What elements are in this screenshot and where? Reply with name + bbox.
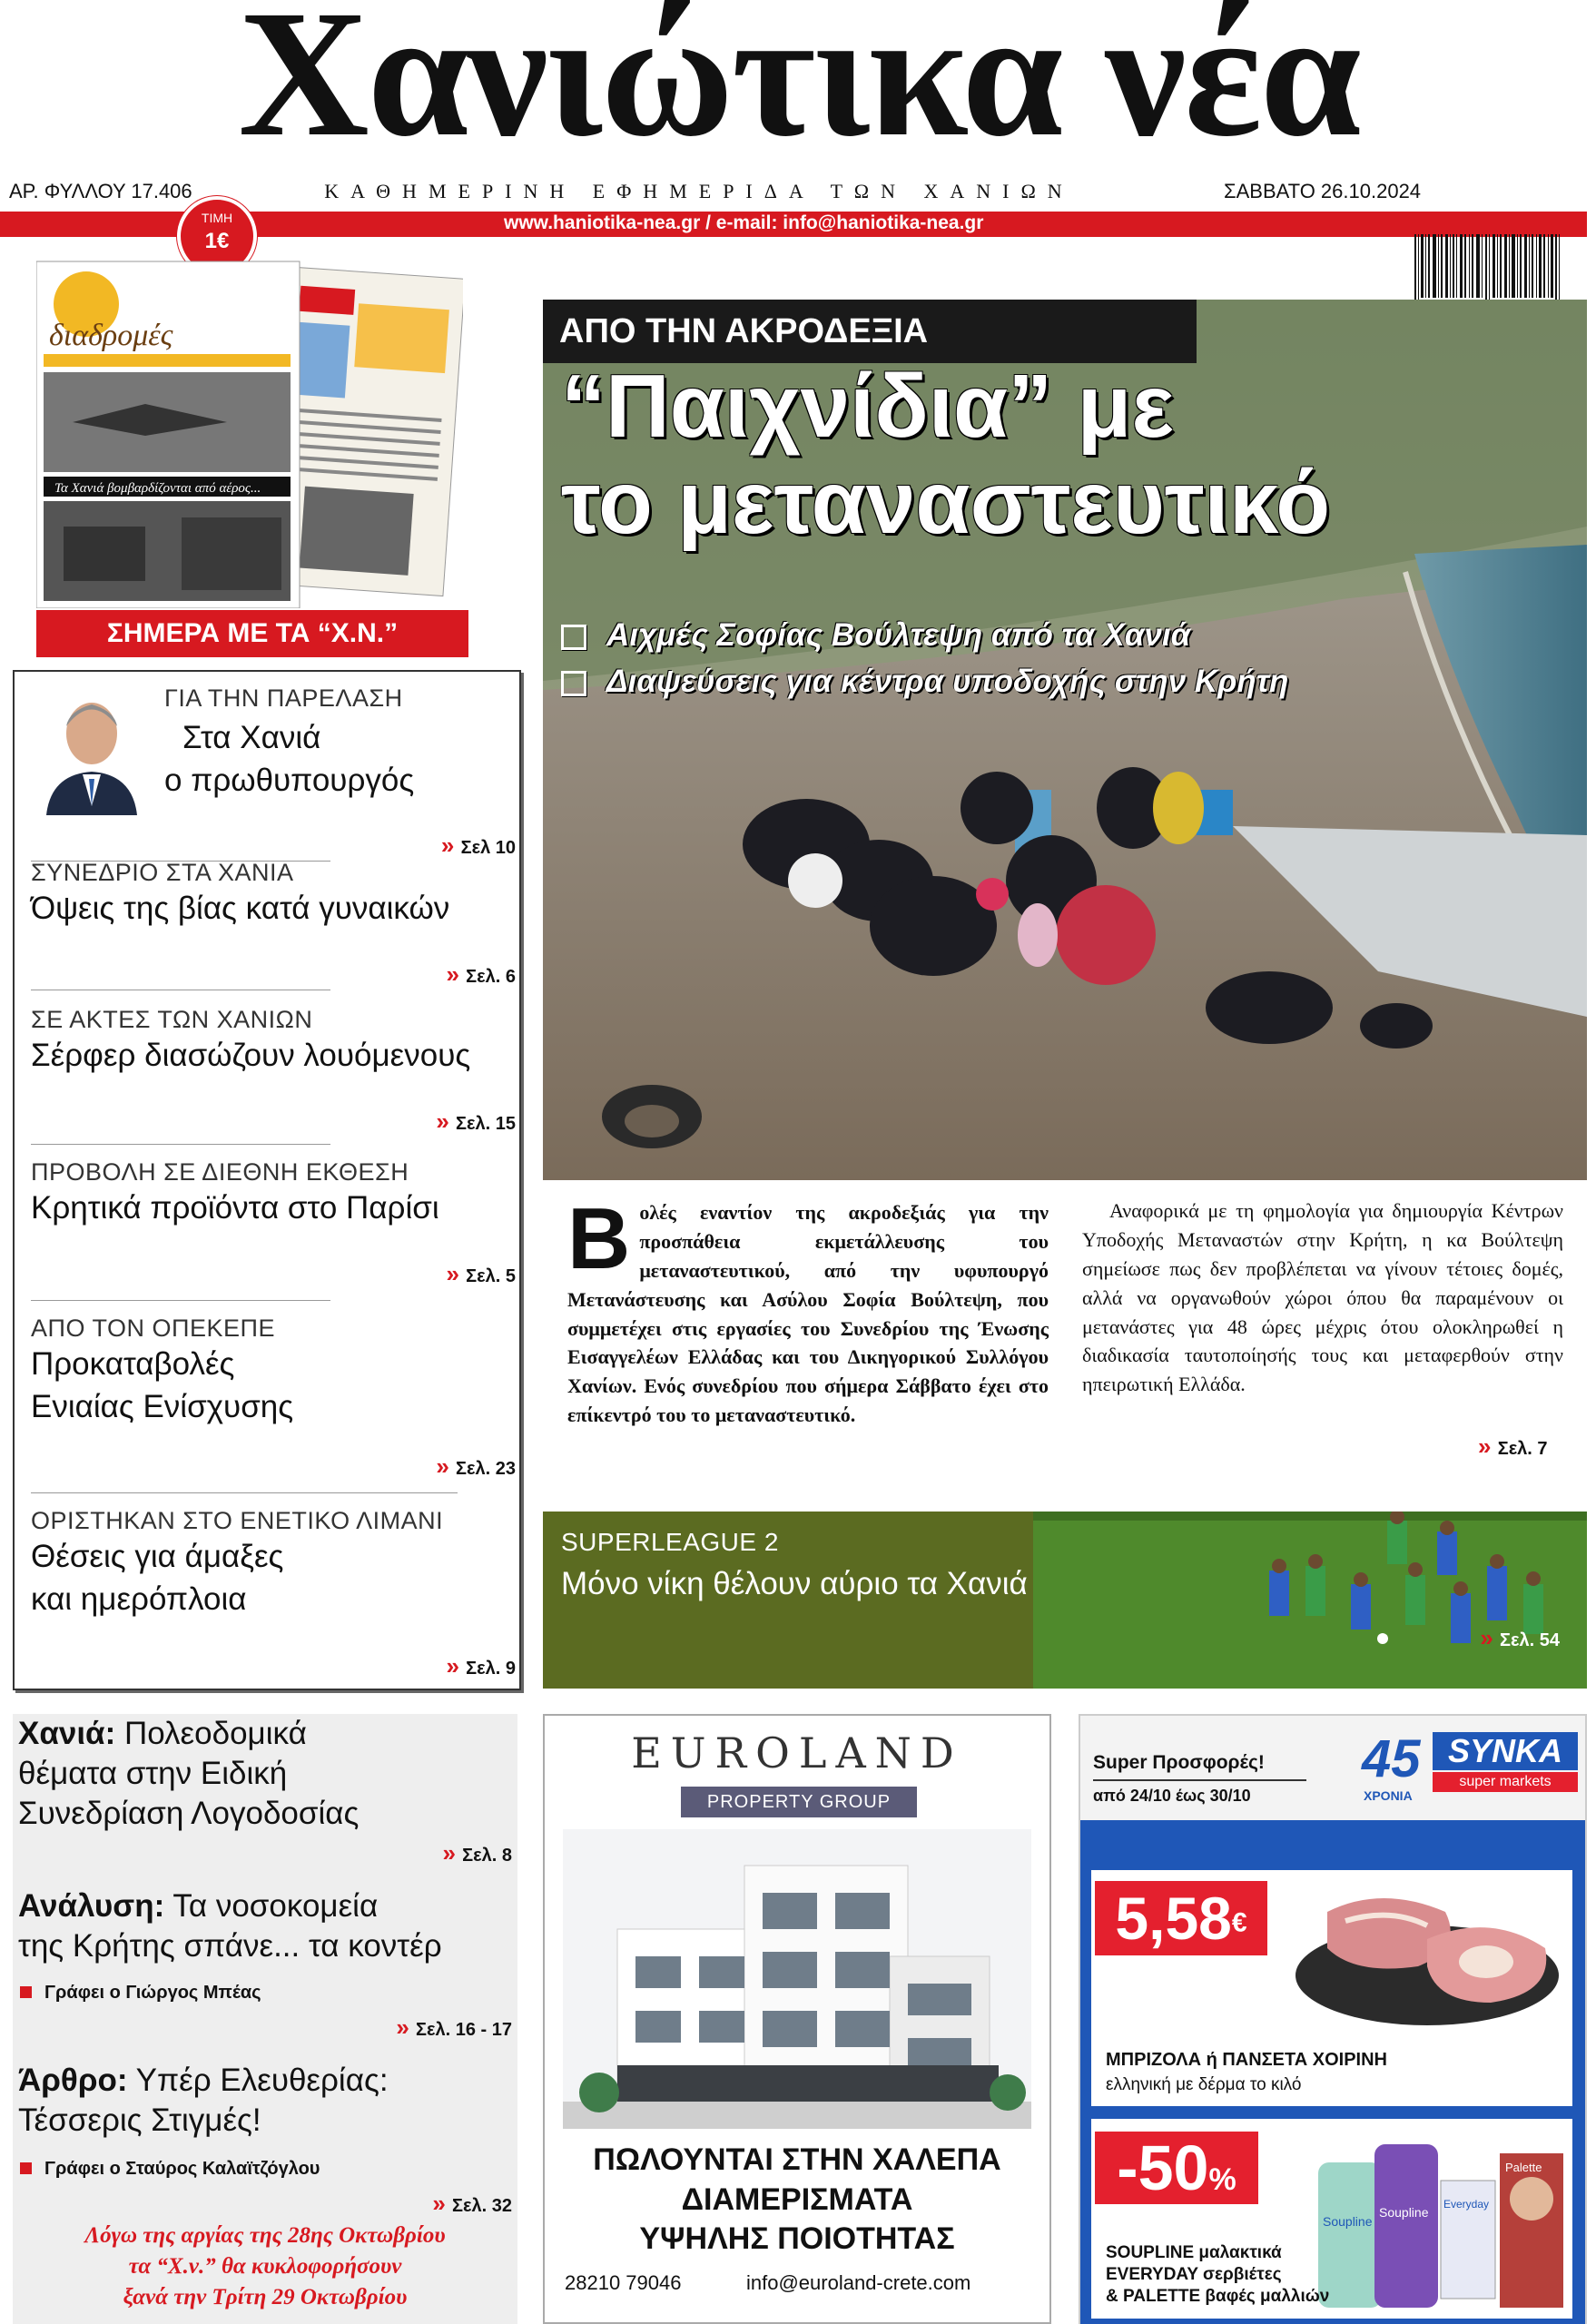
index-headline[interactable]: Κρητικά προϊόντα στο Παρίσι	[31, 1190, 439, 1226]
euroland-subtitle: PROPERTY GROUP	[681, 1787, 917, 1817]
euroland-email[interactable]: info@euroland-crete.com	[746, 2271, 971, 2294]
publication-date: ΣΑΒΒΑΤΟ 26.10.2024	[1224, 180, 1422, 202]
index-kicker: ΑΠΟ ΤΟΝ ΟΠΕΚΕΠΕ	[31, 1315, 276, 1342]
main-headline-line2: το μεταναστευτικό	[561, 451, 1331, 552]
main-headline[interactable]	[561, 356, 1578, 552]
byline: Γράφει ο Γιώργος Μπέας	[20, 1983, 261, 2004]
index-kicker: ΠΡΟΒΟΛΗ ΣΕ ΔΙΕΘΝΗ ΕΚΘΕΣΗ	[31, 1158, 409, 1186]
index-kicker: ΣΕ ΑΚΤΕΣ ΤΩΝ ΧΑΝΙΩΝ	[31, 1006, 313, 1033]
index-headline-2[interactable]: Ενιαίας Ενίσχυσης	[31, 1389, 294, 1425]
issue-number: ΑΡ. ΦΥΛΛΟΥ 17.406	[9, 180, 192, 202]
offer-sub-1: ελληνική με δέρμα το κιλό	[1106, 2075, 1302, 2094]
euroland-text: ΠΩΛΟΥΝΤΑΙ ΣΤΗΝ ΧΑΛΕΠΑ ΔΙΑΜΕΡΙΣΜΑΤΑ ΥΨΗΛΗΣ ΠΟΙΟΤΗΤΑΣ	[593, 2142, 1001, 2257]
index-headline[interactable]: Στα Χανιά	[182, 720, 321, 755]
page-ref[interactable]: » Σελ. 8	[442, 1839, 512, 1866]
page-ref[interactable]: » Σελ. 9	[446, 1652, 516, 1679]
index-headline[interactable]: Σέρφερ διασώζουν λουόμενους	[31, 1038, 471, 1073]
supplement-label[interactable]: ΣΗΜΕΡΑ ΜΕ ΤΑ “Χ.Ν.”	[36, 610, 468, 657]
sport-teaser[interactable]	[543, 1512, 1587, 1689]
briefs-box	[13, 1714, 517, 2324]
products-image	[1318, 2126, 1568, 2312]
anniversary-number: 45	[1362, 1729, 1421, 1788]
page-ref[interactable]: » Σελ. 15	[436, 1108, 516, 1135]
offer-card-1[interactable]	[1091, 1870, 1572, 2106]
synka-logo	[1362, 1728, 1580, 1810]
byline: Γράφει ο Σταύρος Καλαϊτζόγλου	[20, 2159, 320, 2180]
main-headline-line1: “Παιχνίδια” με	[561, 356, 1174, 456]
synka-brand: SYNKA	[1433, 1732, 1578, 1770]
pm-portrait	[42, 688, 142, 815]
offer-price-2: -50%	[1095, 2132, 1258, 2204]
separator	[31, 1300, 330, 1301]
page-ref[interactable]: » Σελ. 54	[1480, 1624, 1560, 1651]
page-ref[interactable]: » Σελ 10	[440, 832, 516, 859]
offer-name-1: ΜΠΡΙΖΟΛΑ ή ΠΑΝΣΕΤΑ ΧΟΙΡΙΝΗ	[1106, 2050, 1387, 2070]
brief-3[interactable]: Άρθρο: Υπέρ Ελευθερίας: Τέσσερις Στιγμές!	[18, 2063, 389, 2138]
index-kicker: ΓΙΑ ΤΗΝ ΠΑΡΕΛΑΣΗ	[164, 684, 403, 712]
tagline: ΚΑΘΗΜΕΡΙΝΗ ΕΦΗΜΕΡΙΔΑ ΤΩΝ ΧΑΝΙΩΝ	[324, 180, 1074, 202]
synka-dates: από 24/10 έως 30/10	[1093, 1787, 1251, 1805]
separator	[31, 1492, 458, 1493]
page-ref[interactable]: » Σελ. 7	[1478, 1433, 1548, 1460]
brief-2[interactable]: Ανάλυση: Τα νοσοκομεία της Κρήτης σπάνε... τα κοντέρ	[18, 1888, 442, 1964]
pack-label-2: Soupline	[1379, 2205, 1429, 2220]
main-subheads	[561, 613, 1288, 705]
article-column-1	[567, 1190, 1049, 1430]
synka-brand-sub: super markets	[1433, 1772, 1578, 1792]
website-email[interactable]: www.haniotika-nea.gr / e-mail: info@haniotika-nea.gr	[504, 212, 984, 233]
main-kicker: ΑΠΟ ΤΗΝ ΑΚΡΟΔΕΞΙΑ	[543, 300, 1197, 363]
supplement-headline: Τα Χανιά βομβαρδίζονται από αέρος...	[54, 481, 261, 496]
offer-price-1: 5,58€	[1095, 1881, 1267, 1955]
sport-headline[interactable]: Μόνο νίκη θέλουν αύριο τα Χανιά	[561, 1566, 1028, 1601]
supplement-brand: διαδρομές	[49, 319, 173, 352]
page-ref[interactable]: » Σελ. 6	[446, 960, 516, 988]
index-kicker: ΣΥΝΕΔΡΙΟ ΣΤΑ ΧΑΝΙΑ	[31, 859, 294, 886]
index-headline-2[interactable]: ο πρωθυπουργός	[164, 763, 415, 799]
synka-ad[interactable]	[1079, 1714, 1587, 2324]
index-box	[13, 670, 521, 1690]
holiday-notice: Λόγω της αργίας της 28ης Οκτωβρίου τα “Χ.ν.” θα κυκλοφορήσουν ξανά την Τρίτη 29 Οκτωβρίου	[84, 2223, 446, 2309]
anniversary-label: ΧΡΟΝΙΑ	[1364, 1788, 1413, 1803]
supplement-cover-image	[36, 254, 463, 608]
supplement-covers[interactable]	[36, 254, 463, 608]
index-headline-2[interactable]: και ημερόπλοια	[31, 1581, 247, 1618]
pack-label-4: Palette	[1505, 2161, 1542, 2174]
index-headline[interactable]: Όψεις της βίας κατά γυναικών	[31, 891, 450, 926]
subhead-1: Αιχμές Σοφίας Βούλτεψη από τα Χανιά	[606, 617, 1191, 653]
building-render	[563, 1829, 1031, 2129]
separator	[31, 1144, 330, 1145]
article-column-2	[1082, 1196, 1563, 1399]
person-icon	[42, 688, 142, 815]
synka-offers-title: Super Προσφορές!	[1093, 1752, 1265, 1773]
subhead-2: Διαψεύσεις για κέντρα υποδοχής στην Κρήτη	[606, 663, 1289, 699]
bullet-square-icon	[561, 625, 586, 650]
offer-name-2: SOUPLINE μαλακτικά EVERYDAY σερβιέτες & PALETTE βαφές μαλλιών	[1106, 2243, 1330, 2306]
page-ref[interactable]: » Σελ. 5	[446, 1260, 516, 1287]
price-label: ΤΙΜΗ	[201, 211, 233, 225]
euroland-phone[interactable]: 28210 79046	[565, 2271, 682, 2294]
offer-card-2[interactable]	[1091, 2119, 1572, 2319]
pack-label-1: Soupline	[1323, 2214, 1373, 2229]
article-text-1: ολές εναντίον της ακροδεξιάς για την προσπάθεια εκμετάλλευσης του μεταναστευτικού, από την υφυπουργό Μετανάστευσης και Ασύλου Σοφία Βούλτεψη, που συμμετέχει στις εργασίες του Συνεδρίου της Ένωσης Εισαγγελέων Ελλάδας και του Δικηγορικού Συλλόγου Χανίων. Ενός συνεδρίου που σήμερα Σάββατο έχει στο επίκεντρό του το μεταναστευτικό.	[567, 1201, 1049, 1427]
divider	[1093, 1779, 1306, 1781]
article-text-2: Αναφορικά με τη φημολογία για δημιουργία Κέντρων Υποδοχής Μεταναστών στην Κρήτη, η κα Βούλτεψη σημείωσε πως δεν προβλέπεται να γίνουν τέτοιες δομές, αλλά να οργανωθούν χώροι όπου θα παραμένουν οι μετανάστες για 48 ώρες μέχρις ότου ολοκληρωθεί η διαδικασία ταυτοποίησής τους και μεταφερθούν στην ηπειρωτική Ελλάδα.	[1082, 1199, 1563, 1396]
euroland-ad[interactable]	[543, 1714, 1051, 2324]
page-ref[interactable]: » Σελ. 16 - 17	[396, 2014, 512, 2041]
dropcap: Β	[567, 1190, 631, 1287]
page-ref[interactable]: » Σελ. 32	[432, 2190, 512, 2217]
pork-chops-image	[1291, 1876, 1563, 2030]
page-ref[interactable]: » Σελ. 23	[436, 1452, 516, 1480]
index-kicker: ΟΡΙΣΤΗΚΑΝ ΣΤΟ ΕΝΕΤΙΚΟ ΛΙΜΑΝΙ	[31, 1507, 444, 1534]
sport-kicker: SUPERLEAGUE 2	[561, 1528, 779, 1556]
index-headline[interactable]: Προκαταβολές	[31, 1346, 235, 1382]
brief-1[interactable]: Χανιά: Πολεοδομικά θέματα στην Ειδική Συνεδρίαση Λογοδοσίας	[18, 1716, 360, 1831]
euroland-logo: EUROLAND	[631, 1728, 963, 1777]
index-headline[interactable]: Θέσεις για άμαξες	[31, 1539, 284, 1574]
newspaper-title: Χανιώτικα νέα	[238, 0, 1360, 174]
bullet-square-icon	[561, 671, 586, 696]
pack-label-3: Everyday	[1443, 2198, 1490, 2211]
price-value: 1€	[204, 229, 230, 253]
bullet-square-icon	[20, 1986, 32, 1998]
bullet-square-icon	[20, 2162, 32, 2174]
